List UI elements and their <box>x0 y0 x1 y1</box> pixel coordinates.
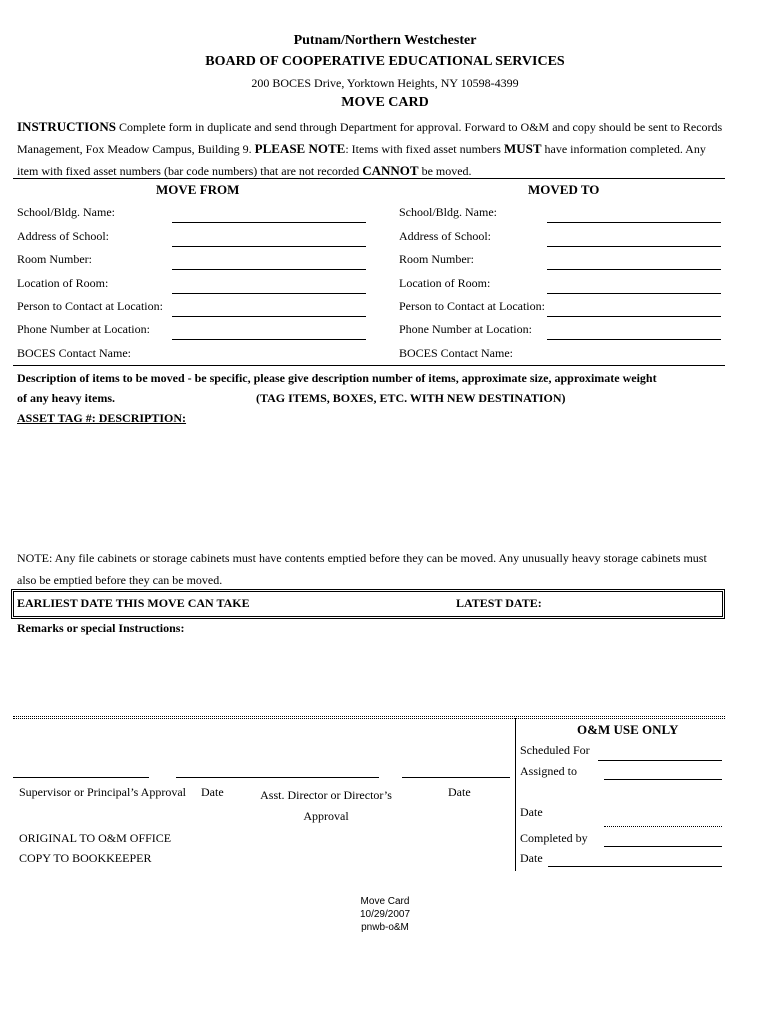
from-boces-contact-label: BOCES Contact Name: <box>17 346 131 360</box>
to-school-name-line[interactable] <box>547 222 721 223</box>
description-line2-right: (TAG ITEMS, BOXES, ETC. WITH NEW DESTINATION) <box>256 391 566 405</box>
from-school-name-label: School/Bldg. Name: <box>17 205 115 219</box>
please-note-label: PLEASE NOTE <box>254 141 346 156</box>
from-address-label: Address of School: <box>17 229 109 243</box>
org-name-line1: Putnam/Northern Westchester <box>293 33 477 48</box>
description-line2-left: of any heavy items. <box>17 391 115 405</box>
to-room-number-line[interactable] <box>547 269 721 270</box>
move-from-heading: MOVE FROM <box>156 182 240 197</box>
om-date2-label: Date <box>520 851 543 865</box>
from-school-name-line[interactable] <box>172 222 366 223</box>
date2-label: Date <box>448 785 471 799</box>
instructions-text-2: : Items with fixed asset numbers <box>345 142 504 156</box>
to-room-location-line[interactable] <box>547 293 721 294</box>
assigned-to-label: Assigned to <box>520 764 577 778</box>
cannot-label: CANNOT <box>362 163 419 178</box>
instructions-text-1: Complete form in duplicate and send through Department for approval. Forward to O&M and copy should be sent to Records Management, Fox Meadow Campus, Building 9. <box>17 120 723 156</box>
supervisor-signature-line[interactable] <box>13 777 149 778</box>
to-contact-person-label: Person to Contact at Location: <box>399 299 545 313</box>
latest-date-label: LATEST DATE: <box>456 596 542 610</box>
director-signature-line[interactable] <box>402 777 510 778</box>
fields-divider <box>13 365 725 366</box>
to-school-name-label: School/Bldg. Name: <box>399 205 497 219</box>
footer-revision-date: 10/29/2007 <box>359 909 411 920</box>
to-phone-line[interactable] <box>547 339 721 340</box>
original-copy-label: ORIGINAL TO O&M OFFICE <box>19 831 172 845</box>
org-address: 200 BOCES Drive, Yorktown Heights, NY 10598-4399 <box>251 76 519 90</box>
om-use-only-heading: O&M USE ONLY <box>577 722 679 737</box>
from-room-location-line[interactable] <box>172 293 366 294</box>
completed-by-line[interactable] <box>604 846 722 847</box>
director-approval-line2: Approval <box>303 809 349 823</box>
form-footer <box>0 895 770 934</box>
from-contact-person-line[interactable] <box>172 316 366 317</box>
from-room-number-line[interactable] <box>172 269 366 270</box>
completed-by-label: Completed by <box>520 831 588 845</box>
om-date1-line[interactable] <box>604 826 722 827</box>
moved-to-heading: MOVED TO <box>528 182 600 197</box>
to-boces-contact-label: BOCES Contact Name: <box>399 346 513 360</box>
om-date1-label: Date <box>520 805 543 819</box>
director-approval-label <box>256 785 396 827</box>
to-address-label: Address of School: <box>399 229 491 243</box>
instructions-divider <box>13 178 725 179</box>
to-room-location-label: Location of Room: <box>399 276 491 290</box>
footer-form-name: Move Card <box>360 896 410 907</box>
instructions-text-3: have information completed. Any item with fixed asset numbers (bar code numbers) that are not recorded <box>17 142 706 178</box>
scheduled-for-line[interactable] <box>598 760 722 761</box>
director-approval-line1: Asst. Director or Director’s <box>260 788 392 802</box>
asset-tag-description-label: ASSET TAG #: DESCRIPTION: <box>17 411 187 425</box>
earliest-date-field[interactable] <box>232 594 452 614</box>
to-room-number-label: Room Number: <box>399 252 474 266</box>
date1-label: Date <box>201 785 224 799</box>
remarks-label: Remarks or special Instructions: <box>17 621 185 635</box>
to-phone-label: Phone Number at Location: <box>399 322 532 336</box>
footer-form-code: pnwb-o&M <box>361 922 409 933</box>
form-title: MOVE CARD <box>341 95 429 110</box>
from-room-location-label: Location of Room: <box>17 276 109 290</box>
instructions-paragraph <box>17 116 727 182</box>
assigned-to-line[interactable] <box>604 779 722 780</box>
instructions-label: INSTRUCTIONS <box>17 119 116 134</box>
scheduled-for-label: Scheduled For <box>520 743 590 757</box>
date1-signature-line[interactable] <box>176 777 379 778</box>
latest-date-field[interactable] <box>540 594 718 614</box>
om-section-divider <box>515 718 516 871</box>
asset-tag-description-area[interactable] <box>17 432 723 542</box>
org-name-line2: BOARD OF COOPERATIVE EDUCATIONAL SERVICES <box>205 54 565 69</box>
remarks-area[interactable] <box>17 642 721 712</box>
must-label: MUST <box>503 141 542 156</box>
instructions-text-4: be moved. <box>418 164 472 178</box>
bookkeeper-copy-label: COPY TO BOOKKEEPER <box>19 851 152 865</box>
from-address-line[interactable] <box>172 246 366 247</box>
to-contact-person-line[interactable] <box>547 316 721 317</box>
om-date2-line[interactable] <box>548 866 722 867</box>
from-phone-label: Phone Number at Location: <box>17 322 150 336</box>
bottom-section-divider-2 <box>13 718 725 719</box>
from-room-number-label: Room Number: <box>17 252 92 266</box>
description-line1: Description of items to be moved - be specific, please give description number of items, approximate size, approximate weight <box>17 371 657 385</box>
from-contact-person-label: Person to Contact at Location: <box>17 299 163 313</box>
from-phone-line[interactable] <box>172 339 366 340</box>
bottom-section-divider <box>13 716 725 717</box>
cabinet-note: NOTE: Any file cabinets or storage cabinets must have contents emptied before they can be moved. Any unusually heavy storage cabinets must also be emptied before they can be moved. <box>17 551 707 587</box>
earliest-date-label: EARLIEST DATE THIS MOVE CAN TAKE <box>17 596 250 610</box>
to-address-line[interactable] <box>547 246 721 247</box>
supervisor-approval-label: Supervisor or Principal’s Approval <box>19 785 186 799</box>
